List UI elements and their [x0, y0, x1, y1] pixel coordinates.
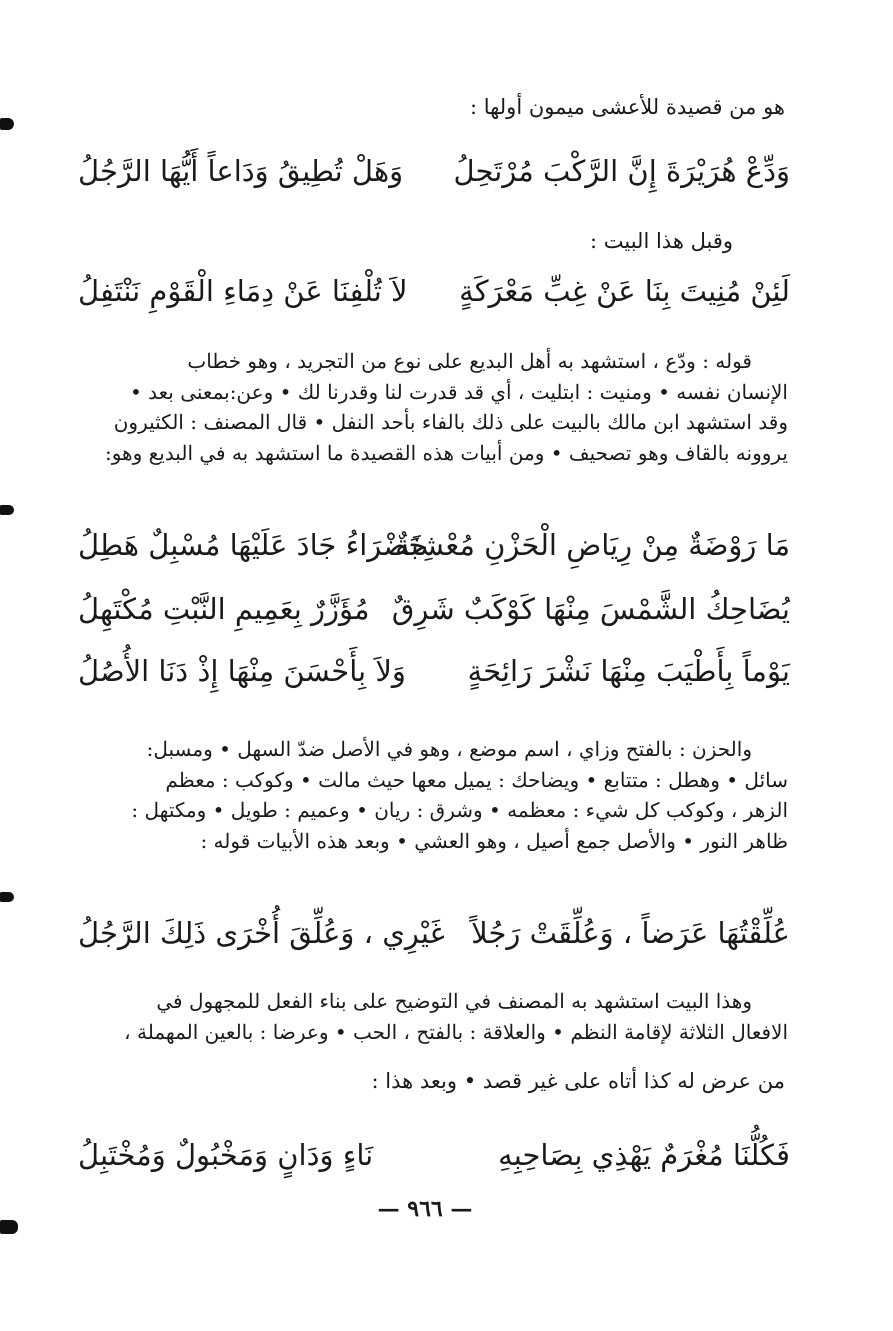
verse-line [48, 910, 790, 956]
commentary-line: الإنسان نفسه • ومنيت : ابتليت ، أي قد قدرت لنا وقدرنا لك • وعن:بمعنى بعد • [129, 379, 788, 404]
verse-second-hemistich: خَضْرَاءُ جَادَ عَلَيْهَا مُسْبِلٌ هَطِلُ [78, 528, 427, 562]
commentary-paragraph [40, 346, 788, 468]
verse-second-hemistich: نَاءٍ وَدَانٍ وَمَخْبُولٌ وَمُخْتَبِلُ [78, 1138, 374, 1172]
verse-line [48, 268, 790, 314]
commentary-paragraph [40, 986, 788, 1047]
intro-line: وقبل هذا البيت : [590, 229, 733, 253]
commentary-line: سائل • وهطل : متتابع • ويضاحك : يميل معها حيث مالت • وكوكب : معظم [165, 767, 788, 792]
verse-first-hemistich: يُضَاحِكُ الشَّمْسَ مِنْهَا كَوْكَبٌ شَرِقٌ [391, 592, 790, 626]
commentary-paragraph [40, 734, 788, 856]
binding-mark [0, 505, 14, 515]
page-number: — ٩٦٦ — [377, 1196, 473, 1222]
verse-second-hemistich: وَلاَ بِأَحْسَنَ مِنْهَا إِذْ دَنَا الأُصُلُ [78, 654, 406, 688]
verse-first-hemistich: لَئِنْ مُنِيتَ بِنَا عَنْ غِبِّ مَعْرَكَةٍ [459, 274, 790, 308]
commentary-line: والحزن : بالفتح وزاي ، اسم موضع ، وهو في الأصل ضدّ السهل • ومسبل: [146, 737, 752, 761]
commentary-line: وهذا البيت استشهد به المصنف في التوضيح على بناء الفعل للمجهول في [156, 989, 752, 1013]
verse-line [48, 522, 790, 568]
verse-first-hemistich: وَدِّعْ هُرَيْرَةَ إِنَّ الرَّكْبَ مُرْتَحِلُ [453, 154, 790, 188]
verse-second-hemistich: لاَ تُلْفِنَا عَنْ دِمَاءِ الْقَوْمِ نَنْتَفِلُ [78, 274, 408, 308]
intro-line: هو من قصيدة للأعشى ميمون أولها : [469, 95, 785, 119]
verse-second-hemistich: مُؤَزَّرٌ بِعَمِيمِ النَّبْتِ مُكْتَهِلُ [78, 592, 370, 626]
commentary-line: الزهر ، وكوكب كل شيء : معظمه • وشرق : ريان • وعميم : طويل • ومكتهل : [131, 798, 788, 822]
verse-second-hemistich: وَهَلْ تُطِيقُ وَدَاعاً أَيُّهَا الرَّجُلُ [78, 154, 404, 188]
commentary-line: وقد استشهد ابن مالك بالبيت على ذلك بالفاء بأحد النفل • قال المصنف : الكثيرون [113, 410, 788, 434]
verse-first-hemistich: يَوْماً بِأَطْيَبَ مِنْهَا نَشْرَ رَائِحَةٍ [467, 654, 790, 688]
verse-second-hemistich: غَيْرِي ، وَعُلِّقَ أُخْرَى ذَلِكَ الرَّجُلُ [78, 916, 445, 950]
commentary-line: الافعال الثلاثة لإقامة النظم • والعلاقة : بالفتح ، الحب • وعرضا : بالعين المهملة ، [124, 1019, 788, 1044]
intro-line: من عرض له كذا أتاه على غير قصد • وبعد هذا : [371, 1069, 785, 1093]
verse-line [48, 586, 790, 632]
binding-mark [0, 892, 14, 902]
commentary-line: قوله : ودّع ، استشهد به أهل البديع على نوع من التجريد ، وهو خطاب [187, 349, 752, 373]
verse-first-hemistich: مَا رَوْضَةٌ مِنْ رِيَاضِ الْحَزْنِ مُعْشِبَةٌ [395, 528, 790, 562]
binding-mark [0, 118, 14, 130]
verse-first-hemistich: فَكُلُّنَا مُغْرَمٌ يَهْذِي بِصَاحِبِهِ [498, 1138, 790, 1172]
verse-line [48, 648, 790, 694]
commentary-line: يروونه بالقاف وهو تصحيف • ومن أبيات هذه القصيدة ما استشهد به في البديع وهو: [104, 440, 788, 465]
binding-mark [0, 1220, 18, 1234]
verse-line [48, 1132, 790, 1178]
verse-first-hemistich: عُلِّقْتُهَا عَرَضاً ، وَعُلِّقَتْ رَجُلاً [471, 916, 790, 950]
verse-line [48, 148, 790, 194]
commentary-line: ظاهر النور • والأصل جمع أصيل ، وهو العشي • وبعد هذه الأبيات قوله : [200, 828, 788, 853]
